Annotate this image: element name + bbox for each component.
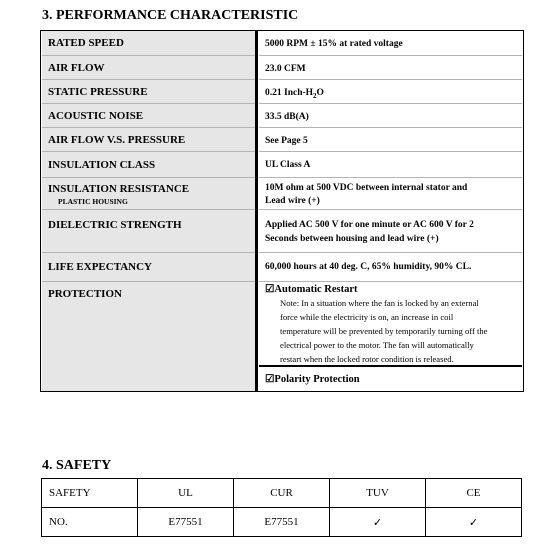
column-separator <box>255 31 258 391</box>
safety-data-row <box>42 508 522 537</box>
insulation-resistance-value-line1: 10M ohm at 500 VDC between internal stator and <box>265 183 468 193</box>
air-flow-vs-pressure-value: See Page 5 <box>265 136 308 146</box>
ce-check-icon: ✓ <box>426 508 522 537</box>
insulation-resistance-value-line2: Lead wire (+) <box>265 196 320 206</box>
row-dielectric-strength <box>42 209 522 252</box>
protection-note-line-2: force while the electricity is on, an increase in coil <box>280 312 454 322</box>
protection-note-line-1: Note: In a situation where the fan is locked by an external <box>280 298 479 308</box>
dielectric-strength-value-line2: Seconds between housing and lead wire (+) <box>265 234 439 244</box>
static-pressure-label: STATIC PRESSURE <box>48 86 148 98</box>
protection-note-line-4: electrical power to the motor. The fan will automatically <box>280 340 474 350</box>
air-flow-label: AIR FLOW <box>48 62 105 74</box>
row-air-flow-vs-pressure <box>42 127 522 151</box>
air-flow-value: 23.0 CFM <box>265 64 306 74</box>
row-protection <box>42 281 522 391</box>
insulation-resistance-sublabel: PLASTIC HOUSING <box>58 197 128 206</box>
safety-row-label: NO. <box>42 508 138 537</box>
safety-table <box>41 478 522 537</box>
performance-table <box>40 30 524 392</box>
dielectric-strength-value-line1: Applied AC 500 V for one minute or AC 600 V for 2 <box>265 220 474 230</box>
protection-label: PROTECTION <box>48 288 122 300</box>
section-4-title: 4. SAFETY <box>42 458 112 473</box>
rated-speed-value: 5000 RPM ± 15% at rated voltage <box>265 39 403 49</box>
protection-divider <box>259 365 522 367</box>
insulation-class-label: INSULATION CLASS <box>48 159 156 171</box>
ul-number: E77551 <box>138 508 234 537</box>
acoustic-noise-label: ACOUSTIC NOISE <box>48 110 144 122</box>
protection-note-line-3: temperature will be prevented by temporarily turning off the <box>280 326 488 336</box>
air-flow-vs-pressure-label: AIR FLOW V.S. PRESSURE <box>48 134 186 146</box>
cur-number: E77551 <box>234 508 330 537</box>
life-expectancy-value: 60,000 hours at 40 deg. C, 65% humidity, 90% CL. <box>265 262 472 272</box>
row-acoustic-noise <box>42 103 522 127</box>
row-air-flow <box>42 55 522 79</box>
static-pressure-value: 0.21 Inch-$H_2O$ <box>265 88 324 100</box>
dielectric-strength-label: DIELECTRIC STRENGTH <box>48 219 182 231</box>
automatic-restart-check: ☑Automatic Restart <box>265 284 358 295</box>
row-insulation-resistance <box>42 177 522 209</box>
protection-note-line-5: restart when the locked rotor condition is released. <box>280 354 454 364</box>
acoustic-noise-value: 33.5 dB(A) <box>265 112 309 122</box>
rated-speed-label: RATED SPEED <box>48 37 124 49</box>
life-expectancy-label: LIFE EXPECTANCY <box>48 261 153 273</box>
safety-header-cell: SAFETY <box>42 479 138 508</box>
safety-header-cell: CUR <box>234 479 330 508</box>
row-static-pressure <box>42 79 522 103</box>
row-insulation-class <box>42 151 522 177</box>
row-rated-speed <box>42 31 522 55</box>
safety-header-cell: UL <box>138 479 234 508</box>
tuv-check-icon: ✓ <box>330 508 426 537</box>
safety-header-cell: TUV <box>330 479 426 508</box>
safety-header-row <box>42 479 522 508</box>
polarity-protection-check: ☑Polarity Protection <box>265 374 360 385</box>
section-3-title: 3. PERFORMANCE CHARACTERISTIC <box>42 8 299 23</box>
insulation-resistance-label: INSULATION RESISTANCE <box>48 183 190 195</box>
safety-header-cell: CE <box>426 479 522 508</box>
row-life-expectancy <box>42 252 522 281</box>
insulation-class-value: UL Class A <box>265 160 311 170</box>
